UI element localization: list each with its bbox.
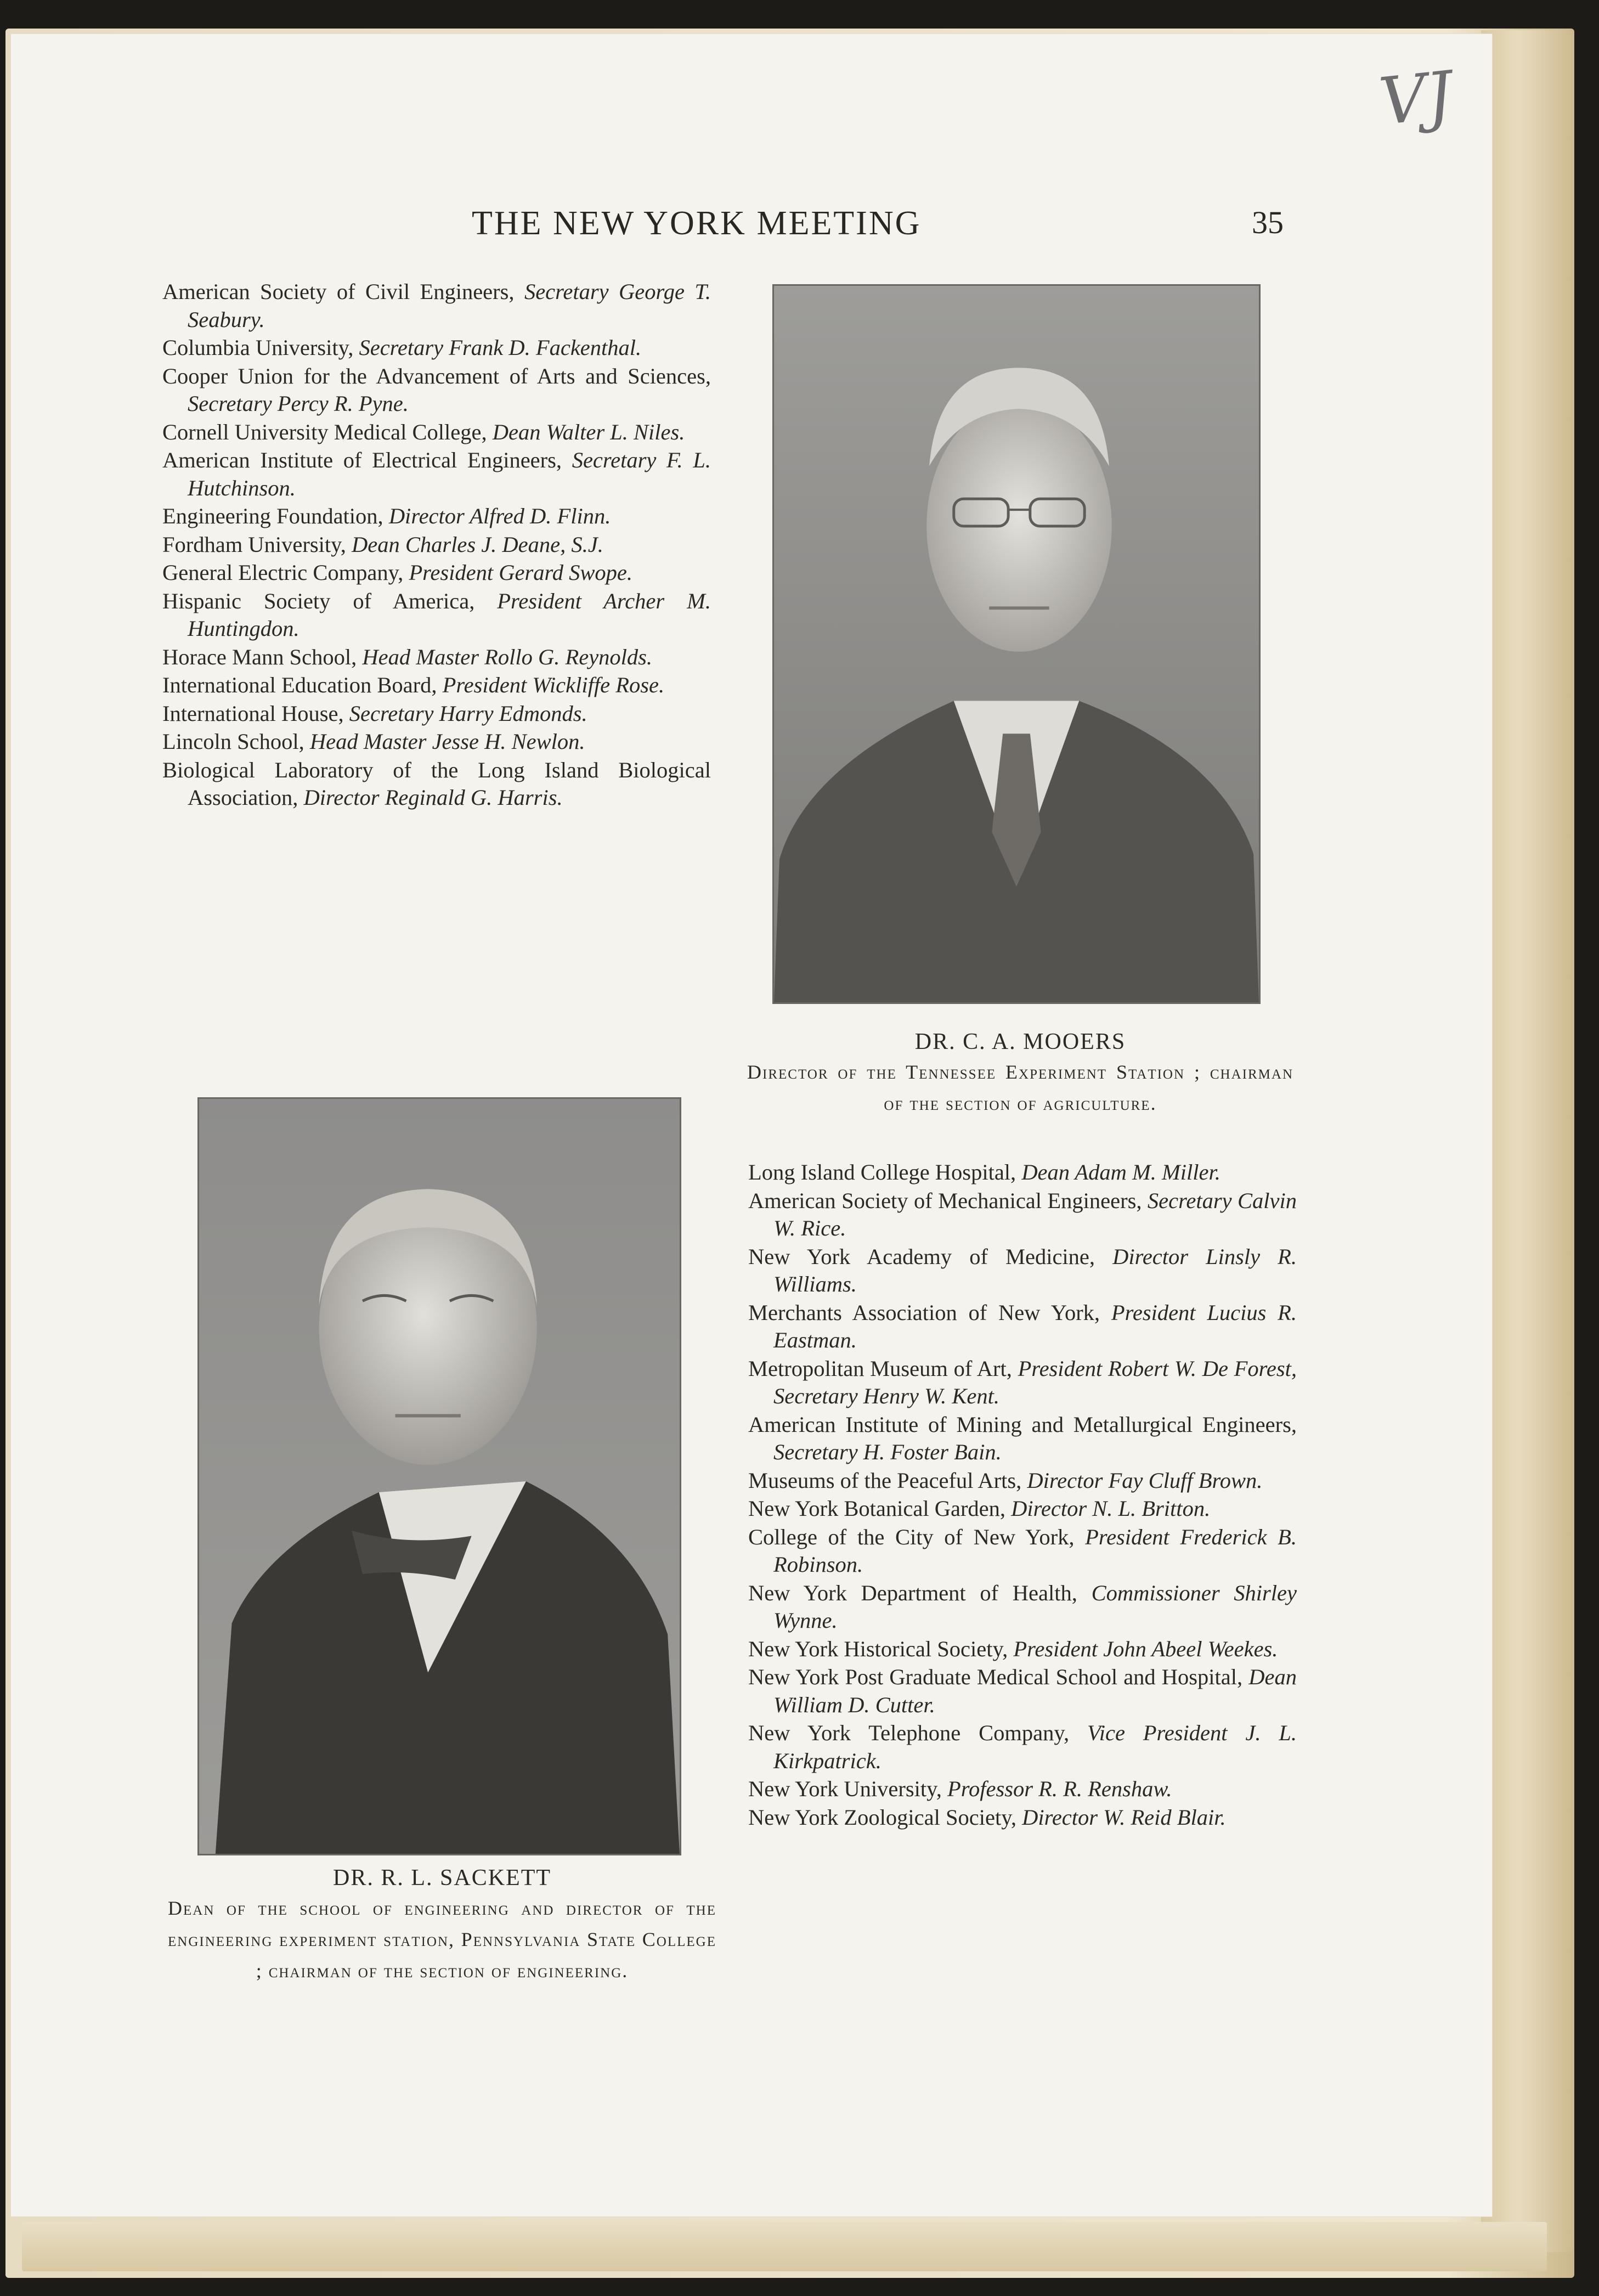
list-item: American Institute of Electrical Engineers, Secretary F. L. Hutchinson. [162, 448, 711, 500]
portrait-photo-sackett [197, 1097, 681, 1855]
list-item: Museums of the Peaceful Arts, Director Fay Cluff Brown. [748, 1468, 1263, 1493]
list-item: New York Academy of Medicine, Director Linsly R. Williams. [748, 1244, 1297, 1296]
caption-mooers-name: DR. C. A. MOOERS [914, 1029, 1126, 1054]
list-item: New York Telephone Company, Vice President J. L. Kirkpatrick. [748, 1720, 1297, 1773]
list-item: Engineering Foundation, Director Alfred D. Flinn. [162, 504, 611, 528]
list-item: New York Department of Health, Commissioner Shirley Wynne. [748, 1580, 1297, 1633]
portrait-mooers-image [774, 286, 1259, 1002]
caption-mooers [747, 1027, 1293, 1119]
list-item: Fordham University, Dean Charles J. Deane, S.J. [162, 532, 603, 557]
portrait-sackett-image [199, 1099, 680, 1854]
list-item: International House, Secretary Harry Edmonds. [162, 701, 587, 726]
list-item: New York Post Graduate Medical School and Hospital, Dean William D. Cutter. [748, 1665, 1297, 1717]
portrait-photo-mooers [772, 284, 1261, 1004]
list-item: General Electric Company, President Gerard Swope. [162, 560, 633, 585]
list-item: Hispanic Society of America, President Archer M. Huntingdon. [162, 588, 711, 641]
left-column-list [162, 278, 711, 813]
list-item: Merchants Association of New York, President Lucius R. Eastman. [748, 1300, 1297, 1352]
list-item: Cornell University Medical College, Dean Walter L. Niles. [162, 419, 685, 444]
right-column-list [748, 1159, 1297, 1832]
page-number: 35 [1252, 205, 1284, 240]
list-item: New York University, Professor R. R. Renshaw. [748, 1776, 1172, 1801]
page-bottom-edge [22, 2222, 1547, 2271]
caption-mooers-description: Director of the Tennessee Experiment Station ; chairman of the section of agriculture. [747, 1061, 1293, 1114]
running-head: THE NEW YORK MEETING [472, 205, 922, 242]
list-item: New York Zoological Society, Director W. Reid Blair. [748, 1804, 1226, 1830]
list-item: Lincoln School, Head Master Jesse H. Newlon. [162, 729, 585, 754]
handwritten-mark: VJ [1376, 57, 1456, 140]
caption-sackett [168, 1863, 716, 1987]
list-item: New York Historical Society, President John Abeel Weekes. [748, 1636, 1278, 1661]
list-item: Columbia University, Secretary Frank D. Fackenthal. [162, 335, 642, 360]
list-item: Long Island College Hospital, Dean Adam M. Miller. [748, 1160, 1221, 1184]
page-right-edge [1481, 30, 1574, 2252]
list-item: American Society of Mechanical Engineers, Secretary Calvin W. Rice. [748, 1188, 1297, 1240]
list-item: Cooper Union for the Advancement of Arts and Sciences, Secretary Percy R. Pyne. [162, 363, 711, 416]
list-item: Metropolitan Museum of Art, President Robert W. De Forest, Secretary Henry W. Kent. [748, 1356, 1297, 1408]
list-item: College of the City of New York, President Frederick B. Robinson. [748, 1524, 1297, 1577]
list-item: Horace Mann School, Head Master Rollo G. Reynolds. [162, 644, 653, 669]
list-item: New York Botanical Garden, Director N. L. Britton. [748, 1496, 1211, 1521]
list-item: International Education Board, President Wickliffe Rose. [162, 673, 665, 697]
list-item: American Society of Civil Engineers, Secretary George T. Seabury. [162, 279, 711, 332]
caption-sackett-description: Dean of the school of engineering and director of the engineering experiment station, Pennsylvania State College ; chairman of the section of engineering. [168, 1897, 716, 1982]
caption-sackett-name: DR. R. L. SACKETT [332, 1865, 551, 1891]
list-item: American Institute of Mining and Metallurgical Engineers, Secretary H. Foster Bain. [748, 1412, 1297, 1464]
list-item: Biological Laboratory of the Long Island Biological Association, Director Reginald G. Harris. [162, 757, 711, 810]
